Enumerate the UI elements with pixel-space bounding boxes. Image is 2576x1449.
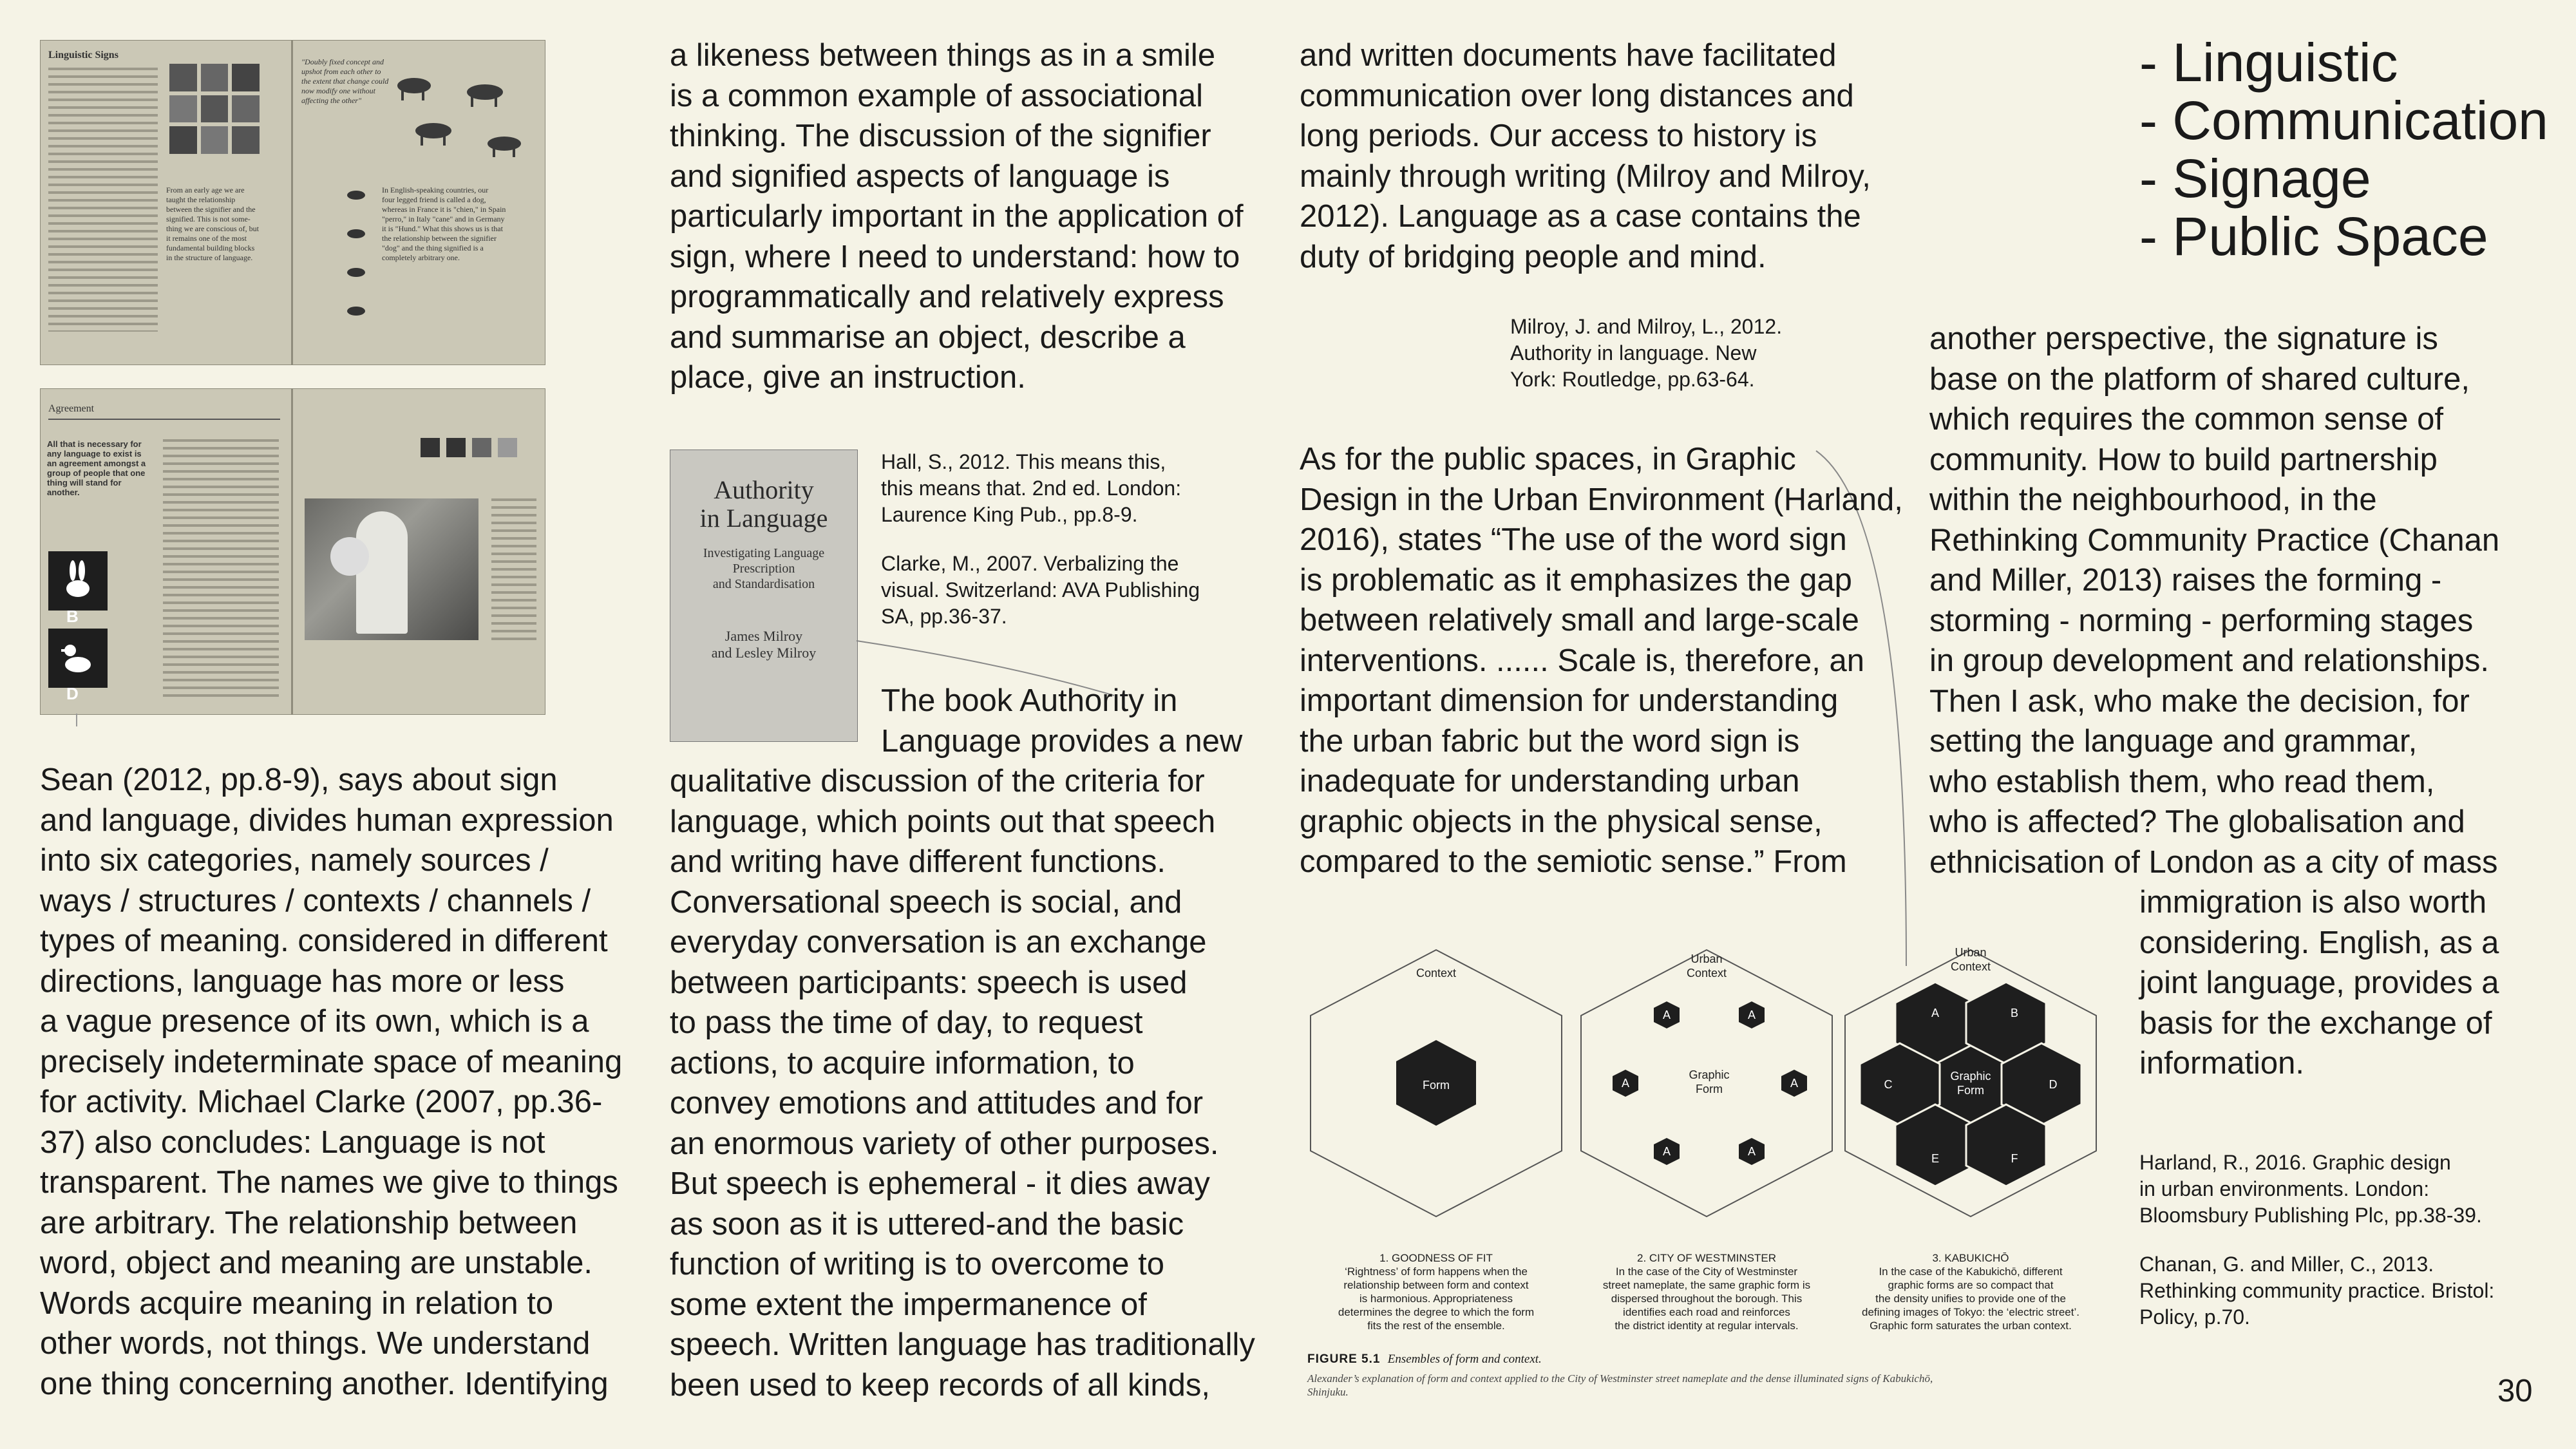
hex3-cell-c: C [1884,1078,1893,1091]
hexagon-diagrams [1307,937,2106,1246]
hex3-form-label-1: Graphic [1950,1070,1991,1083]
spread-quote: "Doubly fixed concept and upshot from each other to the extent that change could now modify one without affecting the other" [301,57,389,105]
hex2-form-label-2: Form [1696,1083,1723,1095]
spread-heading: Linguistic Signs [48,50,118,61]
keyword-public-space: - Public Space [2139,206,2488,267]
col2-paragraph-indent: The book Authority in Language provides a new [881,683,1243,759]
keyword-list [2139,33,2548,265]
svg-text:A: A [1662,1145,1671,1158]
hex3-cell-a: A [1931,1007,1940,1019]
col4-paragraph-top: another perspective, the signature is base on the platform of shared culture, which requires the common sense of community. How to build partnership within the neighbourhood, in the Rethinking Community Practice (Chanan and Miller, 2013) raises the forming - storming - norming - performing stages in group development and relationships. Then I ask, who make the decision, for setting the language and grammar, who establish them, who read them, who is affected? The globalisation and ethnicisation of London as a city of mass [1929,321,2500,880]
hex3-cell-b: B [2010,1007,2019,1019]
spread2-heading: Agreement [48,403,95,414]
svg-text:A: A [1662,1009,1671,1021]
col2-paragraph-top: a likeness between things as in a smile is a common example of associational thinking. The discussion of the signifier and signified aspects of language is particularly important in the application of sign, where I need to understand: how to programmatically and relatively express and summarise an object, describe a place, give an instruction. [670,38,1244,395]
svg-text:A: A [1621,1077,1630,1090]
hex3-form-label-2: Form [1957,1084,1984,1097]
svg-text:A: A [1747,1145,1756,1158]
figure-5-1 [1307,937,2106,1401]
ref-milroy: Milroy, J. and Milroy, L., 2012. Authority in language. New York: Routledge, pp.63-64. [1510,315,1783,391]
svg-text:A: A [1790,1077,1799,1090]
keyword-signage: - Signage [2139,148,2371,209]
figure-caption-2: 2. CITY OF WESTMINSTER In the case of the City of Westminster street nameplate, the same graphic form is dispersed throughout the borough. This identifies each road and reinforces the district identity at regular intervals. [1602,1252,1811,1332]
col4-paragraph-indent: immigration is also worth considering. English, as a joint language, provides a basis for the exchange of information. [2139,885,2499,1081]
col1-paragraph: Sean (2012, pp.8-9), says about sign and language, divides human expression into six categories, namely sources / ways / structures / contexts / channels / types of meaning. considered in different directions, language has more or less a vague presence of its own, which is a precisely indeterminate space of meaning for activity. Michael Clarke (2007, pp.36- 37) also concludes: Language is not transparent. The names we give to things are arbitrary. The relationship between word, object and meaning are unstable. Words acquire meaning in relation to other words, not things. We understand one thing concerning another. Identifying [40,762,623,1401]
figure-title-line [1307,1352,1542,1367]
hex1-form-label: Form [1423,1079,1450,1092]
col2-paragraph-bottom: qualitative discussion of the criteria for language, which points out that speech and writing have different functions. Conversational speech is social, and everyday conversation is an exchange between participants: speech is used to pass the time of day, to request actions, to acquire information, to convey emotions and attitudes and for an enormous variety of other purposes. But speech is ephemeral - it dies away as soon as it is uttered-and the basic function of writing is to overcome to some extent the impermanence of speech. Written language has traditionally been used to keep records of all kinds, [670,764,1255,1403]
figure-label: FIGURE 5.1 [1307,1352,1381,1366]
book-authors: James Milroy and Lesley Milroy [711,628,817,661]
col3-paragraph-bottom: As for the public spaces, in Graphic Design in the Urban Environment (Harland, 2016), states “The use of the word sign is problematic as it emphasizes the gap between relatively small and large-scale interventions. ...... Scale is, therefore, an important dimension for understanding the urban fabric but the word sign is inadequate for understanding urban graphic objects in the physical sense, compared to the semiotic sense.” From [1300,442,1903,879]
letter-b: B [66,607,79,626]
letter-d: D [66,684,79,703]
hex1-context-label: Context [1416,967,1457,980]
hex3-context-label-2: Context [1950,960,1991,973]
spread-right-caption: In English-speaking countries, our four legged friend is called a dog, whereas in France it is "chien," in Spain "perro," in Italy "cane" and in Germany it is "Hund." What this shows us is that the relationship between the signifier "dog" and the thing signified is a completely arbitrary one. [382,185,506,262]
ref-chanan: Chanan, G. and Miller, C., 2013. Rethinking community practice. Bristol: Policy, p.70. [2139,1253,2495,1329]
hex3-context-label-1: Urban [1955,946,1987,959]
col3-paragraph-top: and written documents have facilitated communication over long distances and long periods. Our access to history is mainly through writing (Milroy and Milroy, 2012). Language as a case contains the duty of bridging people and mind. [1300,38,1871,274]
page-number: 30 [2497,1374,2533,1408]
hex2-context-label-1: Urban [1690,952,1723,965]
hex3-cell-e: E [1931,1152,1940,1165]
ref-harland: Harland, R., 2016. Graphic design in urban environments. London: Bloomsbury Publishing Plc, pp.38-39. [2139,1151,2482,1227]
ref-clarke: Clarke, M., 2007. Verbalizing the visual. Switzerland: AVA Publishing SA, pp.36-37. [881,552,1200,628]
hex3-cell-f: F [2011,1152,2018,1165]
hex3-cell-d: D [2049,1078,2058,1091]
book-subtitle: Investigating Language Prescription and Standardisation [703,546,825,591]
svg-text:A: A [1747,1009,1756,1021]
figure-title: Ensembles of form and context. [1387,1352,1542,1366]
keyword-communication: - Communication [2139,90,2548,151]
figure-caption-3: 3. KABUKICHŌ In the case of the Kabukichō, different graphic forms are so compact that the density unifies to provide one of the defining images of Tokyo: the ‘electric street’. Graphic form saturates the urban context. [1862,1252,2079,1332]
hex2-form-label-1: Graphic [1689,1068,1730,1081]
spread2-pull-quote: All that is necessary for any language to exist is an agreement amongst a group of people that one thing will stand for another. [47,439,146,497]
spread-left-caption: From an early age we are taught the relationship between the signifier and the signified. This is not some- thing we are conscious of, but it remains one of the most fundamental building blocks in the structure of language. [166,185,259,262]
figure-caption-1: 1. GOODNESS OF FIT ‘Rightness’ of form happens when the relationship between form and context is harmonious. Appropriateness determines the degree to which the form fits the rest of the ensemble. [1338,1252,1535,1332]
keyword-linguistic: - Linguistic [2139,32,2398,93]
book-title: Authority in Language [699,475,828,533]
ref-hall: Hall, S., 2012. This means this, this means that. 2nd ed. London: Laurence King Pub., pp.8-9. [881,450,1182,526]
figure-desc: Alexander’s explanation of form and context applied to the City of Westminster street nameplate and the dense illuminated signs of Kabukichō, Shinjuku. [1307,1372,1933,1398]
hex2-context-label-2: Context [1686,967,1727,980]
